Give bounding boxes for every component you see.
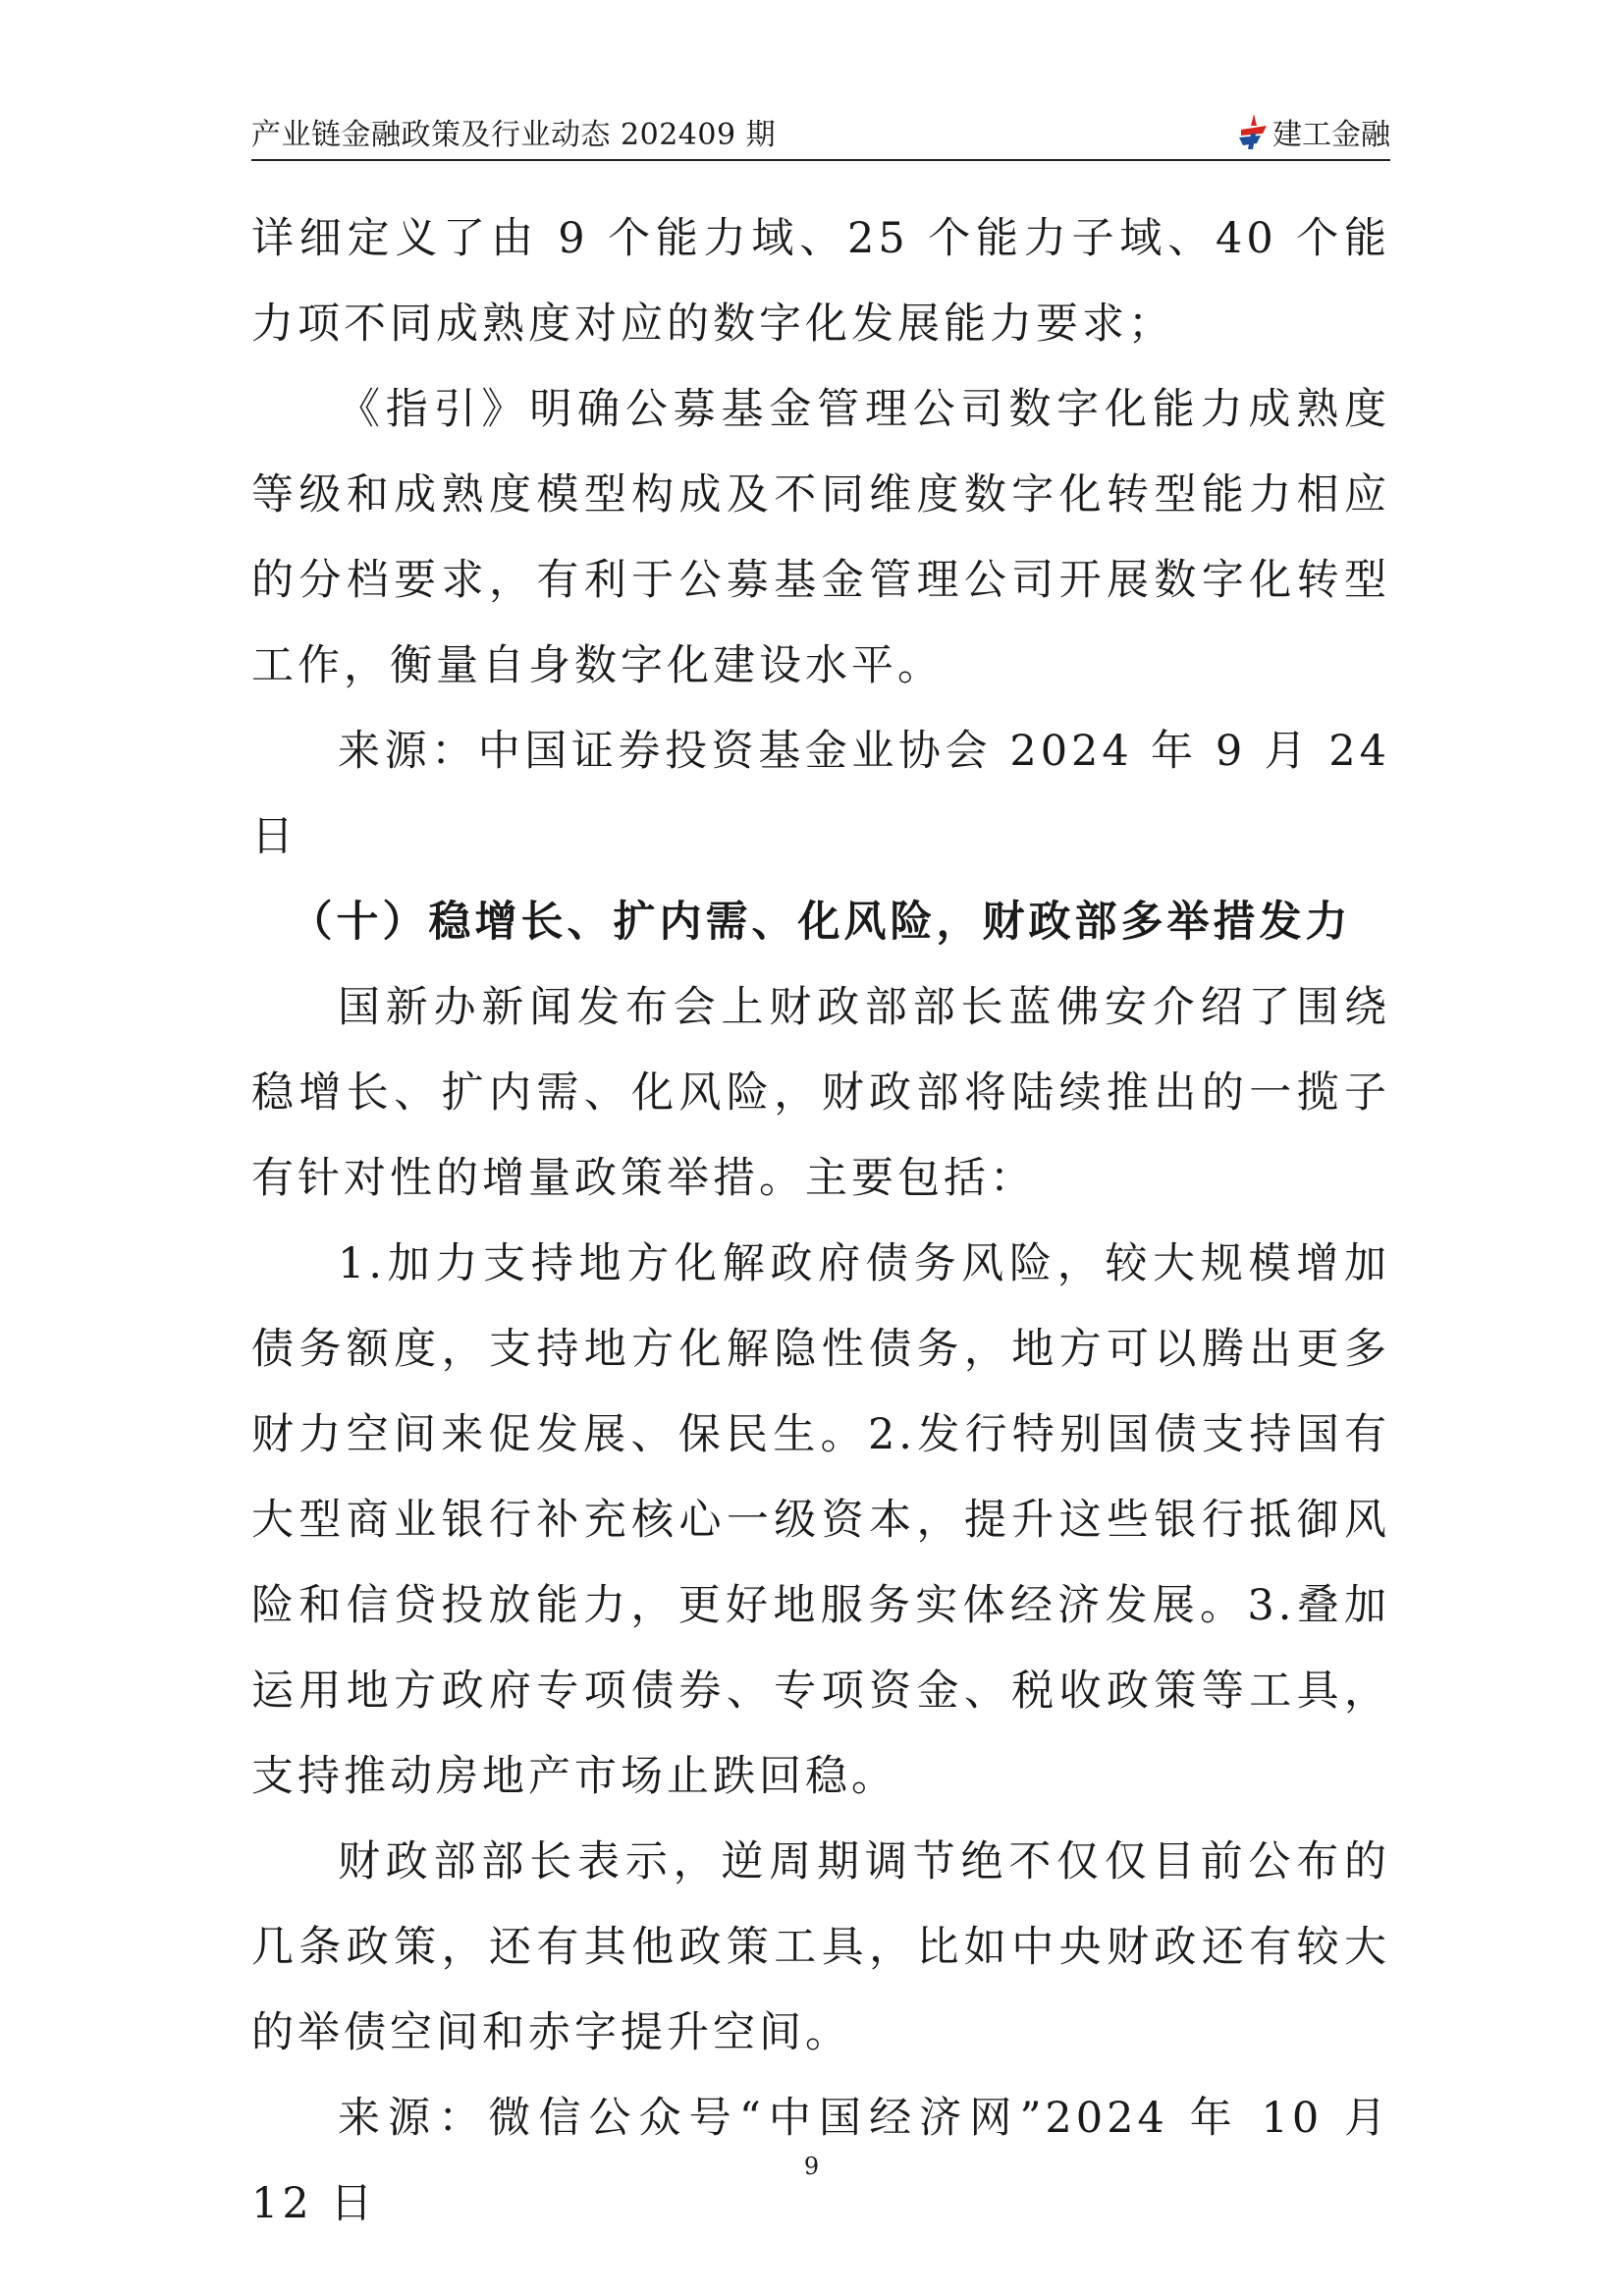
- paragraph: 《指引》明确公募基金管理公司数字化能力成熟度等级和成熟度模型构成及不同维度数字化转型能力相应的分档要求，有利于公募基金管理公司开展数字化转型工作，衡量自身数字化建设水平。: [251, 385, 1390, 690]
- brand-name: 建工金融: [1272, 118, 1390, 152]
- section-title: （十）稳增长、扩内需、化风险，财政部多举措发力: [290, 898, 1352, 947]
- document-body: [251, 196, 1390, 2247]
- paragraph-continued: 详细定义了由 9 个能力域、25 个能力子域、40 个能力项不同成熟度对应的数字化发展能力要求；: [251, 214, 1390, 349]
- header-title: 产业链金融政策及行业动态 202409 期: [251, 118, 777, 152]
- header-brand: [1237, 110, 1390, 153]
- source-line: 来源：中国证券投资基金业协会 2024 年 9 月 24 日: [251, 727, 1390, 861]
- page-header: [251, 108, 1390, 161]
- paragraph: 1.加力支持地方化解政府债务风险，较大规模增加债务额度，支持地方化解隐性债务，地方可以腾出更多财力空间来促发展、保民生。2.发行特别国债支持国有大型商业银行补充核心一级资本，提升这些银行抵御风险和信贷投放能力，更好地服务实体经济发展。3.叠加运用地方政府专项债券、专项资金、税收政策等工具，支持推动房地产市场止跌回稳。: [251, 1239, 1390, 1801]
- page-number: 9: [803, 2153, 820, 2180]
- paragraph: 财政部部长表示，逆周期调节绝不仅仅目前公布的几条政策，还有其他政策工具，比如中央财政还有较大的举债空间和赤字提升空间。: [251, 1837, 1390, 2057]
- brand-logo-icon: [1237, 112, 1271, 151]
- paragraph: 国新办新闻发布会上财政部部长蓝佛安介绍了围绕稳增长、扩内需、化风险，财政部将陆续推出的一揽子有针对性的增量政策举措。主要包括：: [251, 983, 1390, 1203]
- source-line: 来源：微信公众号“中国经济网”2024 年 10 月 12 日: [251, 2094, 1390, 2228]
